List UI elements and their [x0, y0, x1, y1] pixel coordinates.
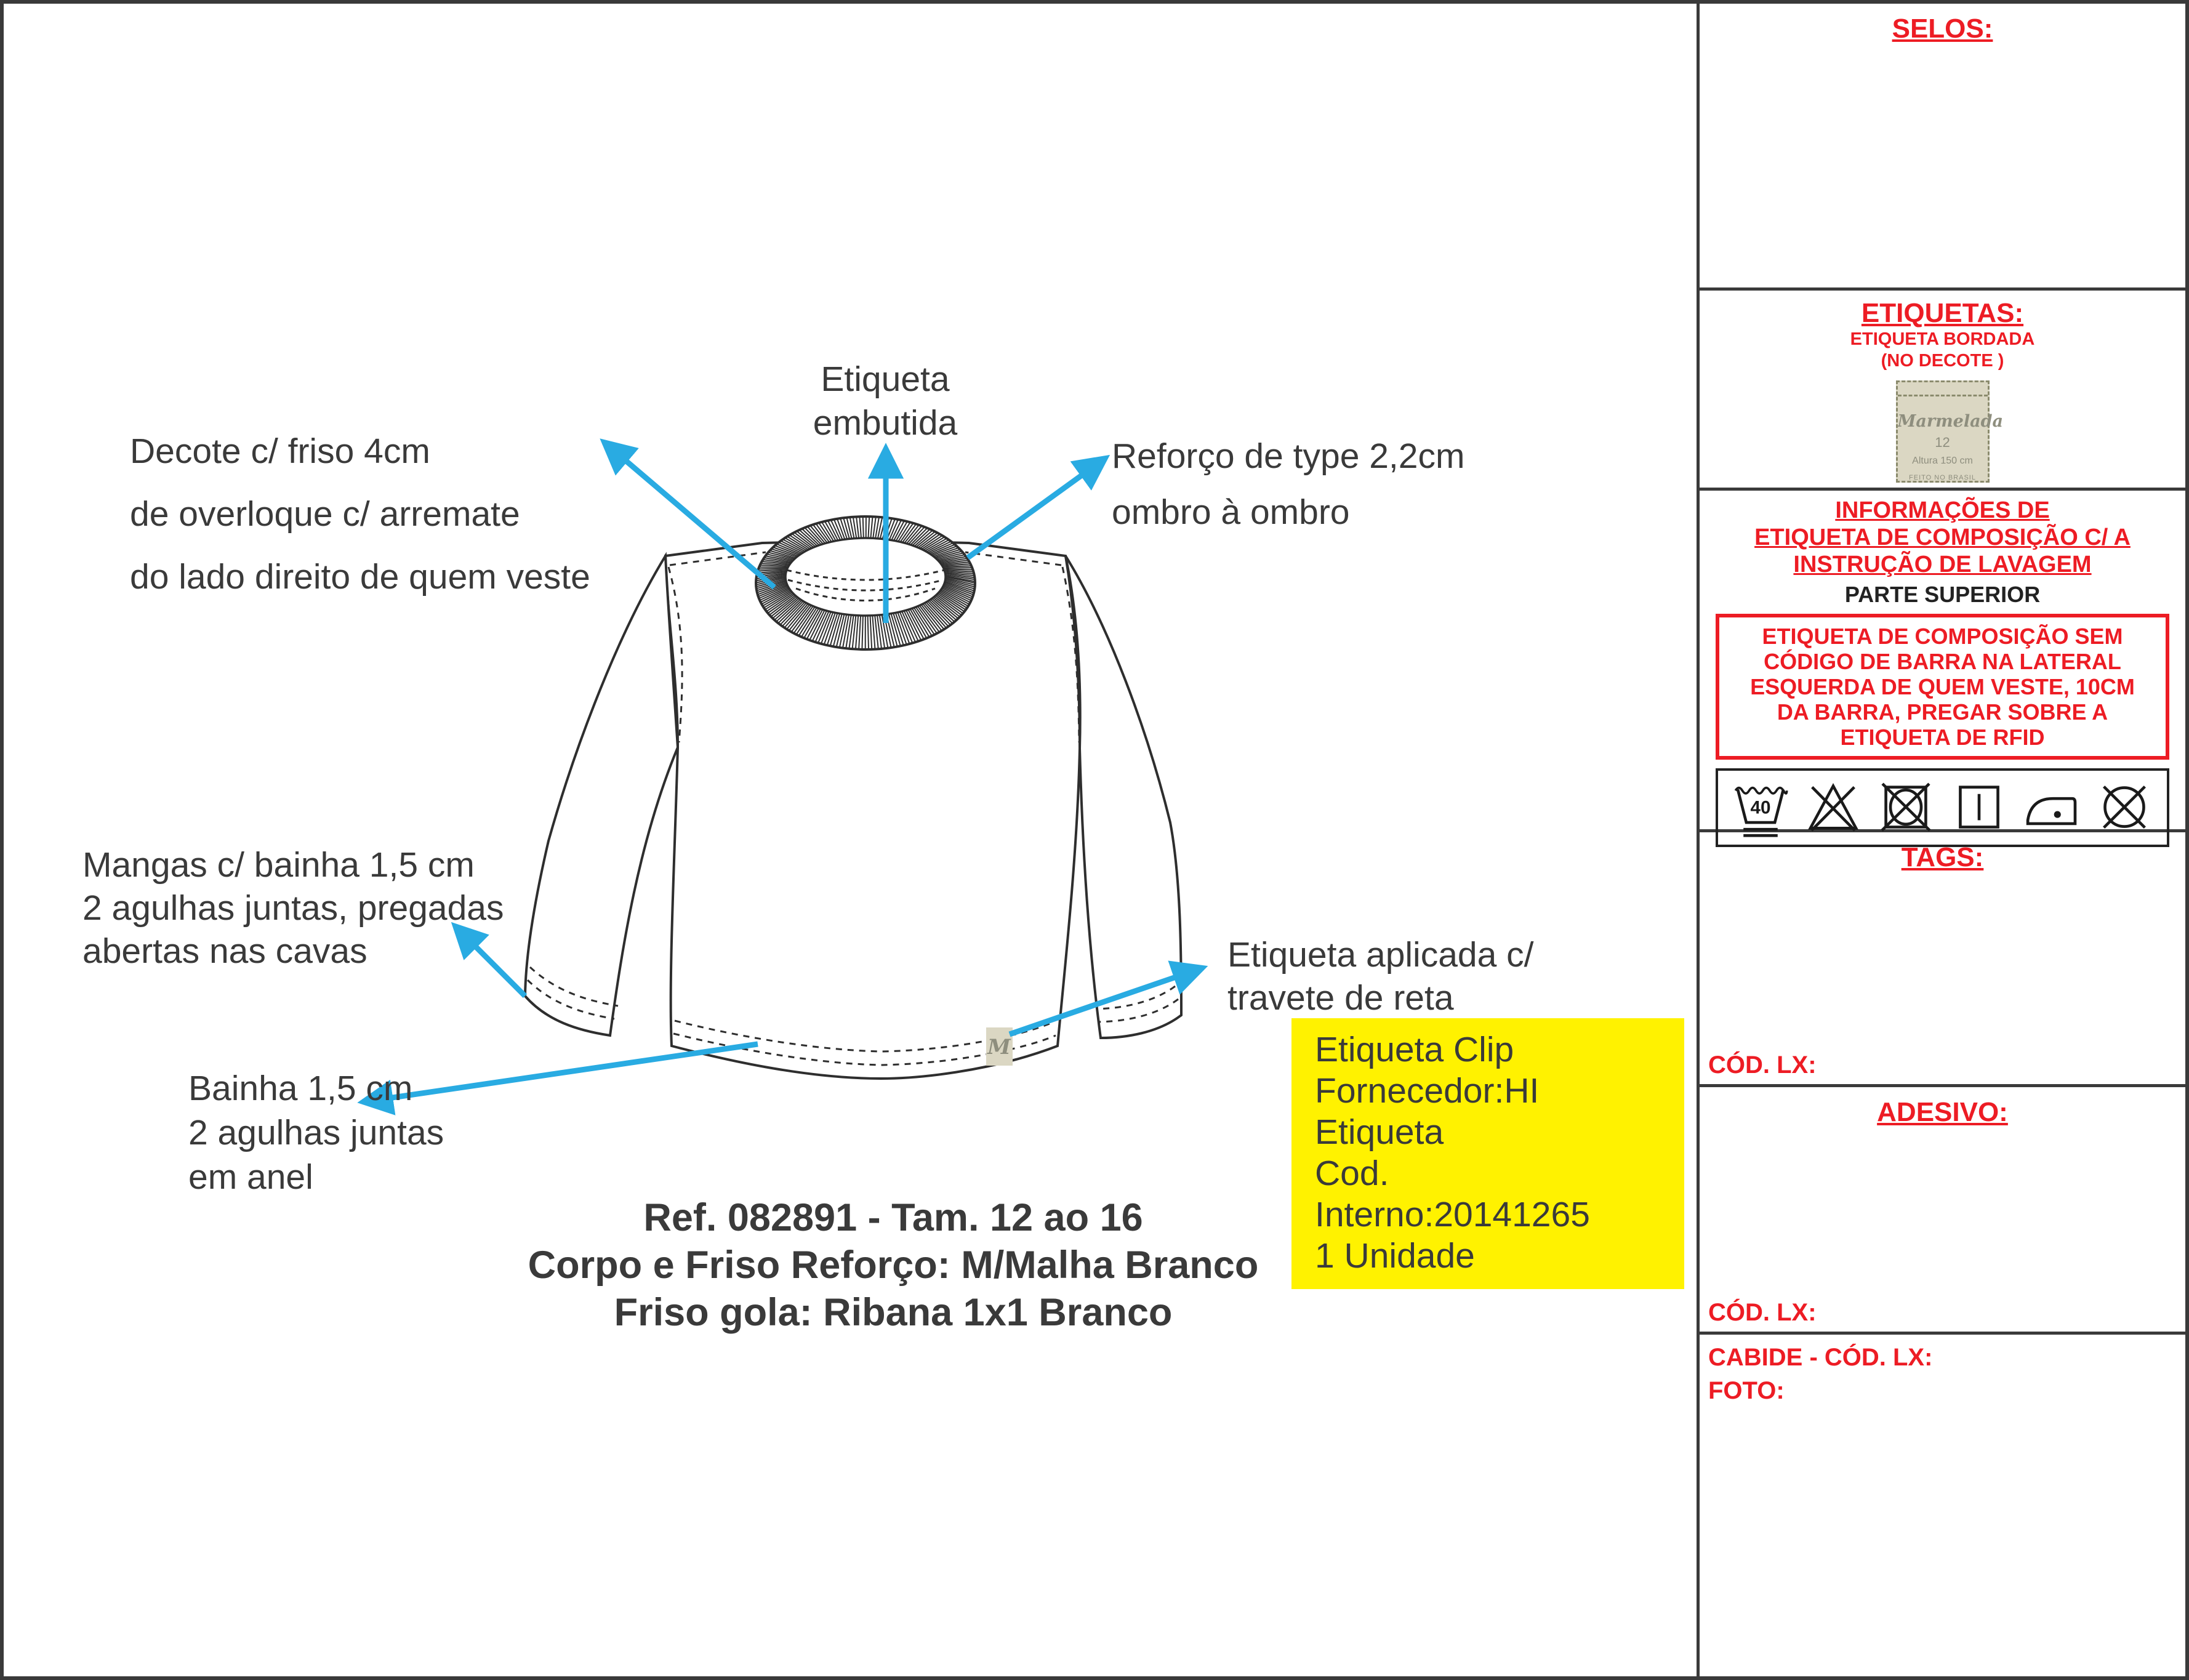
reference-line: Ref. 082891 - Tam. 12 ao 16 — [643, 1196, 1143, 1239]
cabide-cod-lx-label: CABIDE - CÓD. LX: — [1708, 1344, 1933, 1371]
annotation-line: Bainha 1,5 cm — [188, 1069, 413, 1108]
wash-40-delicate-icon — [1729, 777, 1793, 838]
annotation-line: Mangas c/ bainha 1,5 cm — [82, 845, 475, 885]
no-dry-clean-icon — [2092, 777, 2156, 838]
note-line: Etiqueta Clip — [1315, 1030, 1514, 1069]
info-title-line: INSTRUÇÃO DE LAVAGEM — [1793, 552, 2092, 577]
decote-annotation — [130, 420, 590, 608]
section-etiquetas — [1700, 291, 2185, 491]
iron-low-icon — [2020, 777, 2084, 838]
annotation-line: de overloque c/ arremate — [130, 494, 520, 534]
svg-text:40: 40 — [1750, 797, 1771, 818]
line-dry-icon — [1947, 777, 2011, 838]
info-title-line: ETIQUETA DE COMPOSIÇÃO C/ A — [1754, 524, 2131, 550]
info-title-line: INFORMAÇÕES DE — [1835, 497, 2050, 523]
sidebar — [1697, 4, 2185, 1676]
etiquetas-title: ETIQUETAS: — [1861, 298, 2024, 328]
reference-block — [410, 1194, 1376, 1336]
bainha-annotation — [188, 1066, 444, 1199]
section-cabide-foto — [1700, 1335, 2185, 1676]
tags-cod-lx-label: CÓD. LX: — [1708, 1051, 1817, 1079]
parte-superior-label: PARTE SUPERIOR — [1844, 582, 2041, 607]
annotation-line: ombro à ombro — [1112, 492, 1350, 532]
no-tumble-dry-icon — [1874, 777, 1938, 838]
warning-line: DA BARRA, PREGAR SOBRE A — [1777, 699, 2108, 725]
composition-warning-box — [1716, 614, 2169, 760]
note-line: Fornecedor:HI Etiqueta — [1315, 1071, 1540, 1152]
annotation-line: abertas nas cavas — [82, 931, 368, 971]
selos-title: SELOS: — [1892, 14, 1993, 44]
warning-line: ESQUERDA DE QUEM VESTE, 10CM — [1750, 674, 2135, 699]
hem-brand-tag — [986, 1027, 1013, 1066]
annotation-line: do lado direito de quem veste — [130, 557, 590, 597]
no-bleach-icon — [1801, 777, 1865, 838]
etiquetas-subtitle: ETIQUETA BORDADA — [1850, 329, 2035, 349]
mangas-annotation — [82, 843, 504, 973]
reforco-annotation — [1112, 428, 1464, 541]
annotation-line: Reforço de type 2,2cm — [1112, 436, 1465, 476]
note-line: Cod. Interno:20141265 — [1315, 1154, 1590, 1234]
section-selos — [1700, 4, 2185, 291]
annotation-line: travete de reta — [1227, 978, 1454, 1018]
label-origin: FEITO NO BRASIL — [1909, 474, 1976, 481]
section-tags — [1700, 832, 2185, 1087]
annotation-line: Decote c/ friso 4cm — [130, 432, 430, 471]
warning-line: ETIQUETA DE RFID — [1840, 725, 2045, 750]
hem-tag-initial: M — [987, 1035, 1011, 1059]
garment-drawing — [4, 4, 1697, 1680]
label-brand: Marmelada — [1897, 412, 2003, 431]
label-fold-line — [1898, 395, 1988, 396]
etiqueta-embutida-annotation — [787, 358, 984, 445]
annotation-line: embutida — [813, 403, 958, 443]
woven-label-preview — [1896, 380, 2003, 483]
label-height: Altura 150 cm — [1912, 456, 1973, 466]
annotation-line: Etiqueta — [821, 360, 950, 399]
annotation-line: 2 agulhas juntas, pregadas — [82, 888, 504, 928]
reference-line: Friso gola: Ribana 1x1 Branco — [614, 1291, 1173, 1334]
adesivo-cod-lx-label: CÓD. LX: — [1708, 1299, 1817, 1326]
annotation-line: Etiqueta aplicada c/ — [1227, 935, 1534, 975]
warning-line: ETIQUETA DE COMPOSIÇÃO SEM — [1762, 624, 2123, 649]
collar-ribbing — [756, 516, 975, 649]
tags-title: TAGS: — [1901, 842, 1984, 872]
etiquetas-subtitle2: (NO DECOTE ) — [1881, 351, 2004, 371]
reference-line: Corpo e Friso Reforço: M/Malha Branco — [528, 1244, 1259, 1287]
label-size: 12 — [1935, 435, 1950, 450]
annotation-line: em anel — [188, 1157, 313, 1197]
foto-label: FOTO: — [1708, 1377, 1785, 1404]
adesivo-title: ADESIVO: — [1877, 1097, 2008, 1127]
annotation-line: 2 agulhas juntas — [188, 1113, 444, 1152]
reforco-arrow — [968, 458, 1106, 558]
section-informacoes — [1700, 491, 2185, 832]
etiqueta-aplicada-annotation — [1227, 933, 1534, 1019]
section-adesivo — [1700, 1087, 2185, 1335]
note-line: 1 Unidade — [1315, 1236, 1475, 1276]
warning-line: CÓDIGO DE BARRA NA LATERAL — [1764, 649, 2121, 674]
